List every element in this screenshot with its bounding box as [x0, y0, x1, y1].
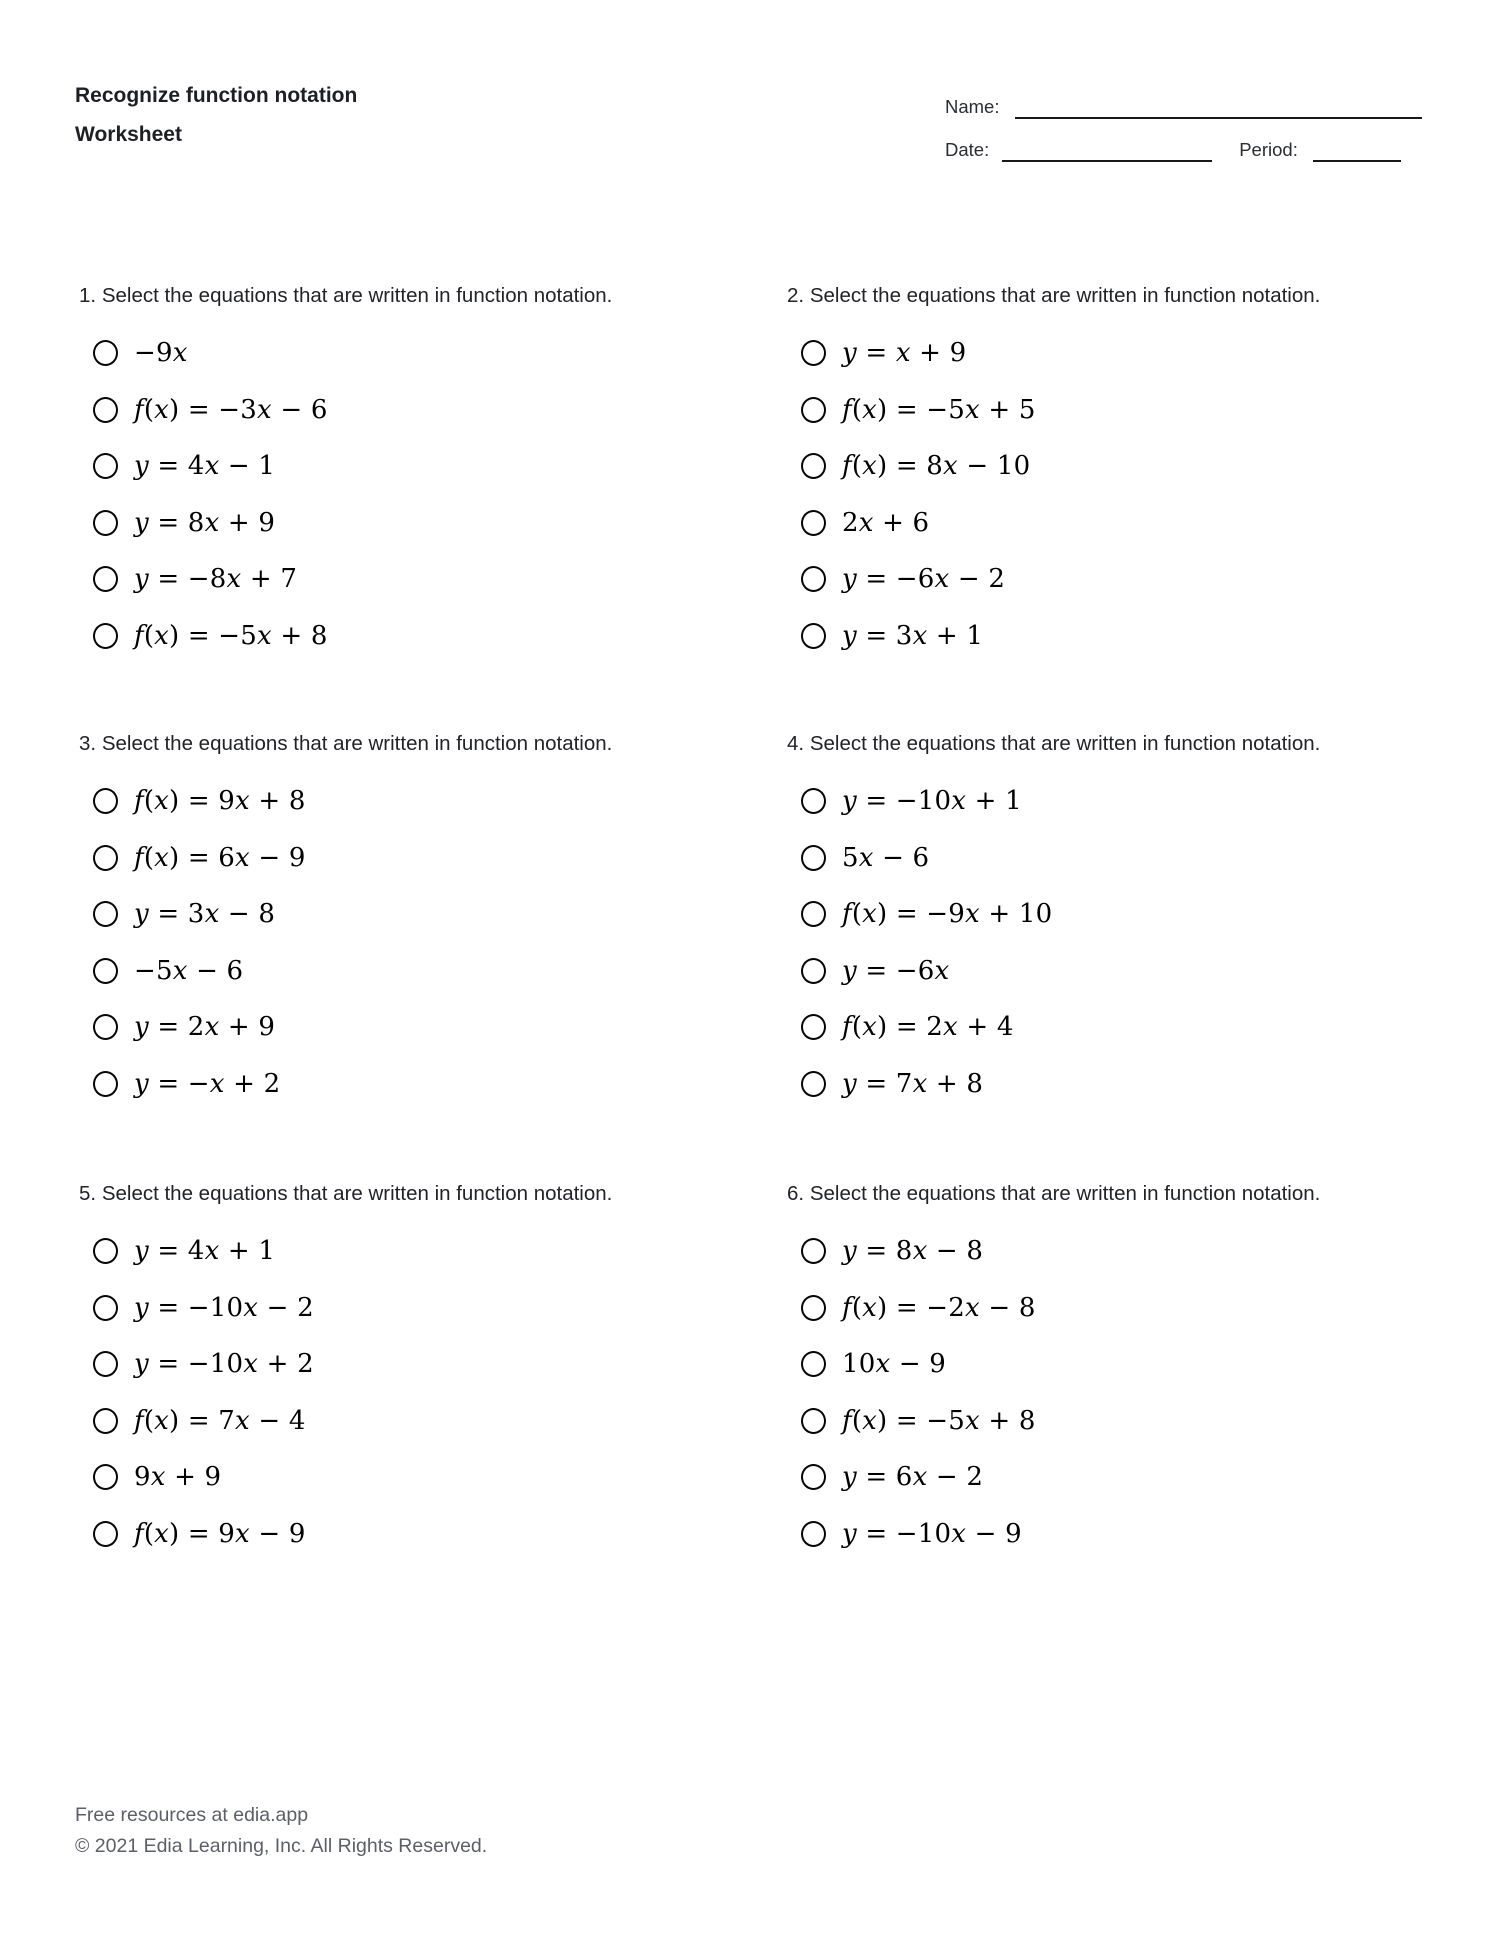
question-number: 4.	[787, 732, 805, 755]
question-2	[787, 277, 1432, 664]
radio-icon[interactable]	[801, 845, 826, 871]
option-row[interactable]	[787, 943, 1432, 1000]
option-row[interactable]	[79, 999, 724, 1056]
option-equation: y = −10x − 2	[134, 1292, 314, 1323]
option-equation: f(x) = −3x − 6	[134, 394, 328, 425]
question-6-prompt	[787, 1175, 1322, 1213]
radio-icon[interactable]	[801, 1351, 826, 1377]
question-text: Select the equations that are written in function notation.	[101, 1182, 613, 1205]
option-row[interactable]	[79, 1280, 724, 1337]
radio-icon[interactable]	[93, 453, 118, 479]
option-row[interactable]	[79, 886, 724, 943]
option-equation: y = 4x − 1	[134, 451, 276, 482]
option-row[interactable]	[787, 886, 1432, 943]
question-1-options	[79, 325, 724, 664]
radio-icon[interactable]	[93, 1408, 118, 1434]
question-2-prompt	[787, 277, 1322, 315]
option-equation: f(x) = 8x − 10	[842, 451, 1031, 482]
option-equation: 9x + 9	[134, 1462, 222, 1493]
radio-icon[interactable]	[93, 958, 118, 984]
option-row[interactable]	[79, 943, 724, 1000]
option-row[interactable]	[787, 382, 1432, 439]
radio-icon[interactable]	[93, 1014, 118, 1040]
date-period-row	[945, 137, 1422, 162]
page-title: Recognize function notation	[75, 84, 358, 107]
radio-icon[interactable]	[801, 901, 826, 927]
option-row[interactable]	[79, 551, 724, 608]
date-blank-line[interactable]	[1002, 142, 1212, 162]
radio-icon[interactable]	[801, 340, 826, 366]
question-4	[787, 725, 1432, 1112]
radio-icon[interactable]	[801, 510, 826, 536]
option-row[interactable]	[79, 830, 724, 887]
option-equation: y = −10x + 1	[842, 786, 1022, 817]
option-row[interactable]	[787, 1393, 1432, 1450]
radio-icon[interactable]	[801, 1238, 826, 1264]
option-row[interactable]	[79, 1449, 724, 1506]
question-3	[79, 725, 724, 1112]
radio-icon[interactable]	[801, 1408, 826, 1434]
radio-icon[interactable]	[93, 1071, 118, 1097]
radio-icon[interactable]	[93, 788, 118, 814]
option-row[interactable]	[787, 830, 1432, 887]
option-equation: y = −10x + 2	[134, 1349, 314, 1380]
option-row[interactable]	[787, 1056, 1432, 1113]
radio-icon[interactable]	[93, 566, 118, 592]
question-text: Select the equations that are written in function notation.	[101, 284, 613, 307]
radio-icon[interactable]	[93, 1295, 118, 1321]
option-equation: y = 2x + 9	[134, 1012, 276, 1043]
option-row[interactable]	[79, 325, 724, 382]
option-equation: f(x) = −5x + 5	[842, 394, 1036, 425]
option-row[interactable]	[787, 999, 1432, 1056]
option-row[interactable]	[787, 1223, 1432, 1280]
option-row[interactable]	[787, 773, 1432, 830]
question-1-prompt	[79, 277, 614, 315]
option-row[interactable]	[79, 382, 724, 439]
worksheet-header	[75, 76, 357, 154]
option-equation: y = −8x + 7	[134, 564, 298, 595]
period-blank-line[interactable]	[1313, 142, 1401, 162]
option-equation: 5x − 6	[842, 842, 930, 873]
option-row[interactable]	[787, 1336, 1432, 1393]
question-number: 6.	[787, 1182, 805, 1205]
footer-resources-text: Free resources at edia.app	[75, 1804, 309, 1826]
option-row[interactable]	[787, 495, 1432, 552]
radio-icon[interactable]	[801, 623, 826, 649]
question-text: Select the equations that are written in function notation.	[809, 284, 1321, 307]
option-equation: y = 6x − 2	[842, 1462, 984, 1493]
option-row[interactable]	[787, 325, 1432, 382]
radio-icon[interactable]	[801, 1295, 826, 1321]
radio-icon[interactable]	[801, 788, 826, 814]
option-equation: y = −x + 2	[134, 1068, 281, 1099]
period-label: Period:	[1239, 139, 1298, 160]
option-row[interactable]	[787, 551, 1432, 608]
option-row[interactable]	[79, 1393, 724, 1450]
question-6	[787, 1175, 1432, 1562]
option-equation: f(x) = 7x − 4	[134, 1405, 306, 1436]
option-equation: y = −6x − 2	[842, 564, 1006, 595]
radio-icon[interactable]	[801, 1521, 826, 1547]
option-equation: y = x + 9	[842, 338, 967, 369]
option-equation: y = 3x + 1	[842, 620, 984, 651]
page-footer	[75, 1800, 487, 1862]
radio-icon[interactable]	[801, 1014, 826, 1040]
question-number: 5.	[79, 1182, 97, 1205]
question-4-prompt	[787, 725, 1322, 763]
radio-icon[interactable]	[801, 453, 826, 479]
radio-icon[interactable]	[801, 1464, 826, 1490]
question-5-prompt	[79, 1175, 614, 1213]
radio-icon[interactable]	[801, 1071, 826, 1097]
option-row[interactable]	[787, 608, 1432, 665]
option-equation: y = 8x − 8	[842, 1236, 984, 1267]
question-3-prompt	[79, 725, 614, 763]
question-number: 1.	[79, 284, 97, 307]
student-info-fields	[945, 94, 1422, 162]
question-text: Select the equations that are written in function notation.	[809, 1182, 1321, 1205]
radio-icon[interactable]	[93, 1351, 118, 1377]
option-equation: 10x − 9	[842, 1349, 947, 1380]
radio-icon[interactable]	[801, 566, 826, 592]
option-equation: y = 4x + 1	[134, 1236, 276, 1267]
option-row[interactable]	[79, 1056, 724, 1113]
radio-icon[interactable]	[93, 1521, 118, 1547]
name-row	[945, 94, 1422, 119]
option-row[interactable]	[79, 608, 724, 665]
question-5	[79, 1175, 724, 1562]
question-text: Select the equations that are written in function notation.	[809, 732, 1321, 755]
option-equation: f(x) = −5x + 8	[134, 620, 328, 651]
question-1	[79, 277, 724, 664]
option-row[interactable]	[787, 438, 1432, 495]
radio-icon[interactable]	[93, 397, 118, 423]
question-text: Select the equations that are written in function notation.	[101, 732, 613, 755]
option-equation: y = 8x + 9	[134, 507, 276, 538]
question-4-options	[787, 773, 1432, 1112]
radio-icon[interactable]	[93, 623, 118, 649]
option-row[interactable]	[79, 495, 724, 552]
question-number: 3.	[79, 732, 97, 755]
option-equation: f(x) = −5x + 8	[842, 1405, 1036, 1436]
name-blank-line[interactable]	[1015, 99, 1423, 119]
option-row[interactable]	[787, 1506, 1432, 1563]
option-row[interactable]	[79, 1223, 724, 1280]
option-equation: f(x) = −9x + 10	[842, 899, 1053, 930]
radio-icon[interactable]	[93, 901, 118, 927]
option-equation: f(x) = −2x − 8	[842, 1292, 1036, 1323]
option-equation: −9x	[134, 338, 188, 369]
radio-icon[interactable]	[93, 1464, 118, 1490]
question-3-options	[79, 773, 724, 1112]
radio-icon[interactable]	[93, 510, 118, 536]
date-label: Date:	[945, 139, 990, 160]
option-equation: y = −6x	[842, 955, 950, 986]
option-equation: f(x) = 6x − 9	[134, 842, 306, 873]
radio-icon[interactable]	[93, 1238, 118, 1264]
option-equation: −5x − 6	[134, 955, 244, 986]
option-equation: f(x) = 9x + 8	[134, 786, 306, 817]
question-number: 2.	[787, 284, 805, 307]
page-subtitle: Worksheet	[75, 123, 182, 146]
question-2-options	[787, 325, 1432, 664]
question-5-options	[79, 1223, 724, 1562]
radio-icon[interactable]	[801, 397, 826, 423]
option-equation: f(x) = 2x + 4	[842, 1012, 1014, 1043]
footer-copyright-text: © 2021 Edia Learning, Inc. All Rights Reserved.	[75, 1835, 488, 1857]
option-row[interactable]	[79, 438, 724, 495]
radio-icon[interactable]	[801, 958, 826, 984]
option-row[interactable]	[787, 1449, 1432, 1506]
option-equation: 2x + 6	[842, 507, 930, 538]
radio-icon[interactable]	[93, 340, 118, 366]
option-equation: y = 7x + 8	[842, 1068, 984, 1099]
option-row[interactable]	[787, 1280, 1432, 1337]
option-row[interactable]	[79, 1336, 724, 1393]
option-row[interactable]	[79, 1506, 724, 1563]
option-equation: y = −10x − 9	[842, 1518, 1022, 1549]
option-equation: y = 3x − 8	[134, 899, 276, 930]
option-equation: f(x) = 9x − 9	[134, 1518, 306, 1549]
radio-icon[interactable]	[93, 845, 118, 871]
option-row[interactable]	[79, 773, 724, 830]
name-label: Name:	[945, 96, 1000, 117]
question-6-options	[787, 1223, 1432, 1562]
